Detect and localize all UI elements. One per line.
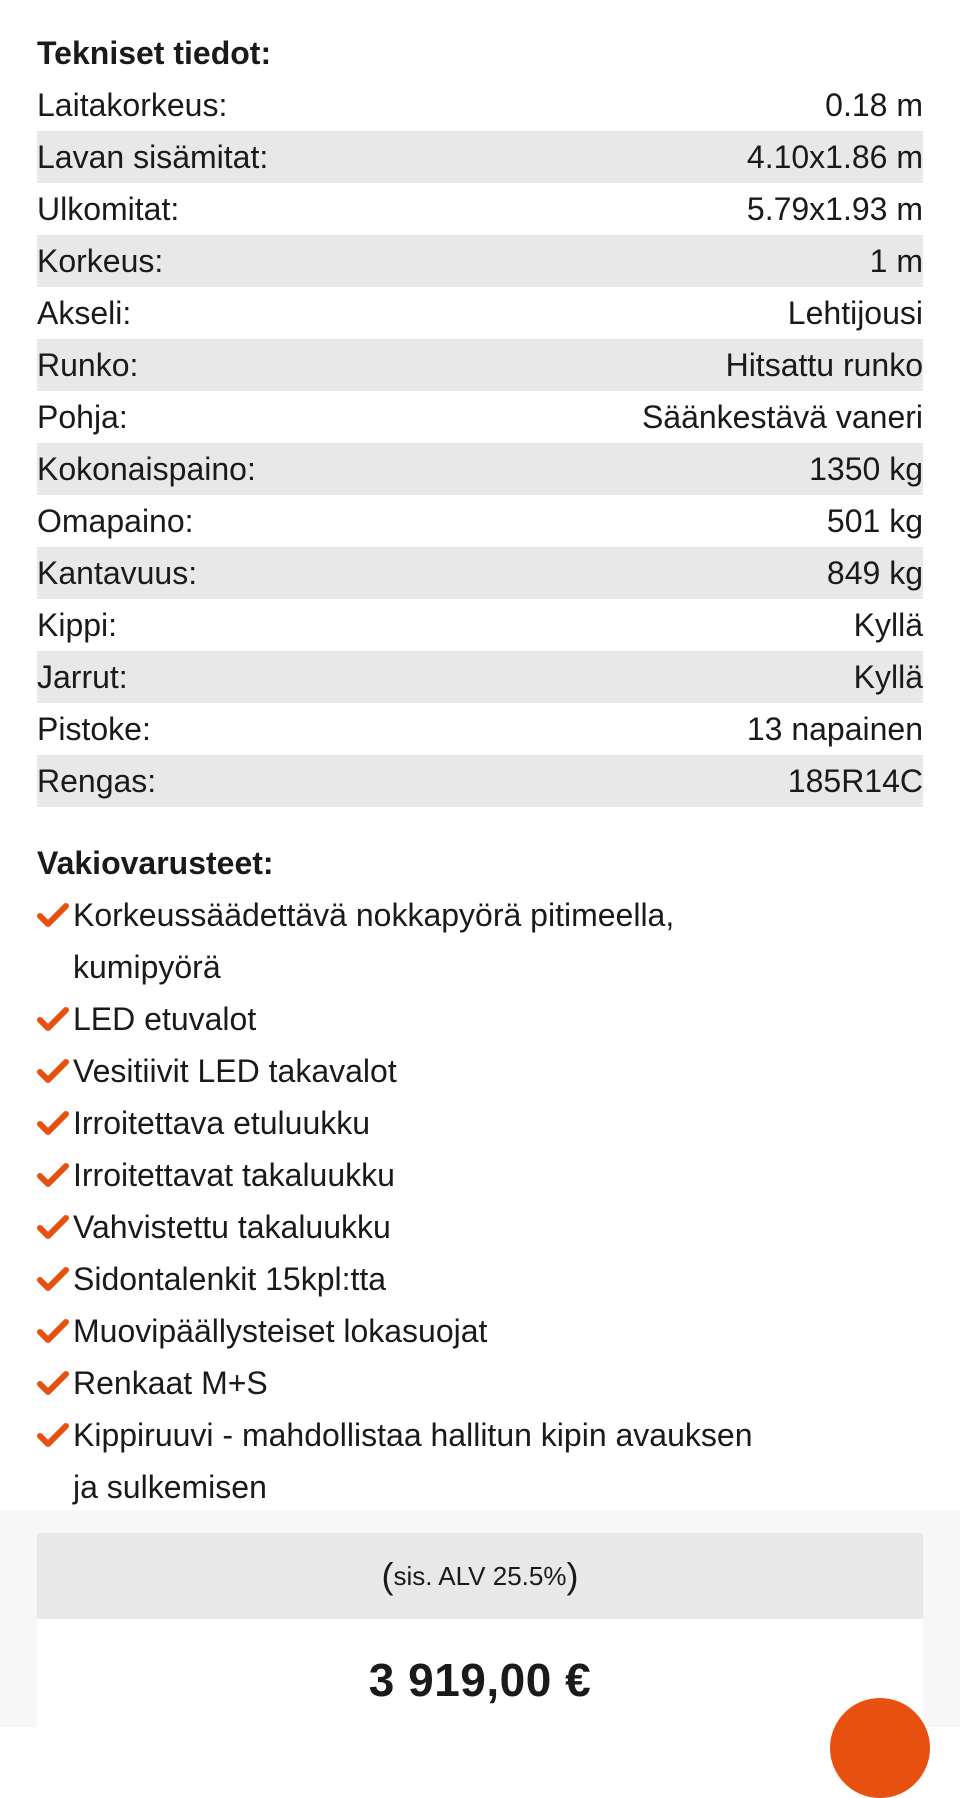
spec-row [37, 183, 923, 235]
spec-value: 1350 kg [809, 450, 923, 487]
spec-row [37, 287, 923, 339]
check-icon [37, 1045, 73, 1097]
spec-row [37, 79, 923, 131]
spec-label: Rengas: [37, 762, 157, 799]
equipment-item [37, 1409, 923, 1513]
spec-value: 0.18 m [825, 86, 923, 123]
price-box [37, 1619, 923, 1727]
equipment-item-text: Vesitiivit LED takavalot [73, 1053, 397, 1089]
floating-action-button[interactable] [830, 1698, 930, 1798]
spec-label: Laitakorkeus: [37, 86, 228, 123]
spec-label: Kippi: [37, 606, 118, 643]
spec-row [37, 495, 923, 547]
check-icon [37, 1201, 73, 1253]
equipment-item-text: Kippiruuvi - mahdollistaa hallitun kipin avauksen ja sulkemisen [73, 1417, 753, 1505]
spec-value: 13 napainen [746, 710, 923, 747]
spec-row [37, 339, 923, 391]
equipment-item [37, 993, 923, 1045]
vat-paren-open: ( [381, 1555, 394, 1596]
spec-row [37, 703, 923, 755]
equipment-item [37, 1357, 923, 1409]
equipment-item-text: Korkeussäädettävä nokkapyörä pitimeella, kumipyörä [73, 897, 675, 985]
spec-value: 1 m [869, 242, 923, 279]
spec-value: 849 kg [826, 554, 923, 591]
check-icon [37, 1305, 73, 1357]
spec-value: Hitsattu runko [725, 346, 923, 383]
spec-value: Lehtijousi [787, 294, 923, 331]
equipment-item [37, 1097, 923, 1149]
spec-label: Pohja: [37, 398, 128, 435]
equipment-item-text: Renkaat M+S [73, 1365, 268, 1401]
equipment-item-text: Sidontalenkit 15kpl:tta [73, 1261, 387, 1297]
equipment-item-text: Muovipäällysteiset lokasuojat [73, 1313, 488, 1349]
vat-text: sis. ALV 25.5% [393, 1560, 567, 1591]
spec-label: Korkeus: [37, 242, 164, 279]
vat-note [37, 1533, 923, 1619]
spec-row [37, 235, 923, 287]
spec-label: Pistoke: [37, 710, 151, 747]
check-icon [37, 1253, 73, 1305]
spec-row [37, 547, 923, 599]
spec-value: 501 kg [826, 502, 923, 539]
check-icon [37, 993, 73, 1045]
spec-value: 185R14C [787, 762, 923, 799]
equipment-list [37, 889, 923, 1513]
spec-label: Runko: [37, 346, 139, 383]
spec-label: Akseli: [37, 294, 132, 331]
equipment-item [37, 889, 923, 993]
price: 3 919,00 € [368, 1654, 592, 1706]
spec-label: Ulkomitat: [37, 190, 180, 227]
spec-row [37, 131, 923, 183]
spec-value: Kyllä [853, 658, 923, 695]
equipment-item-text: Irroitettavat takaluukku [73, 1157, 395, 1193]
spec-row [37, 651, 923, 703]
equipment-title: Vakiovarusteet: [37, 845, 274, 881]
equipment-item [37, 1201, 923, 1253]
equipment-item-text: Vahvistettu takaluukku [73, 1209, 391, 1245]
spec-row [37, 599, 923, 651]
check-icon [37, 1409, 73, 1461]
spec-label: Lavan sisämitat: [37, 138, 269, 175]
equipment-item [37, 1149, 923, 1201]
specs-table [37, 79, 923, 807]
spec-label: Jarrut: [37, 658, 128, 695]
check-icon [37, 889, 73, 941]
spec-label: Omapaino: [37, 502, 194, 539]
equipment-item [37, 1253, 923, 1305]
spec-value: Kyllä [853, 606, 923, 643]
price-section [0, 1510, 960, 1727]
product-details [37, 0, 923, 1513]
equipment-item-text: Irroitettava etuluukku [73, 1105, 371, 1141]
spec-row [37, 443, 923, 495]
spec-label: Kokonaispaino: [37, 450, 256, 487]
check-icon [37, 1357, 73, 1409]
check-icon [37, 1097, 73, 1149]
check-icon [37, 1149, 73, 1201]
spec-label: Kantavuus: [37, 554, 198, 591]
spec-row [37, 755, 923, 807]
specs-title: Tekniset tiedot: [37, 35, 272, 71]
spec-row [37, 391, 923, 443]
spec-value: 4.10x1.86 m [746, 138, 923, 175]
equipment-item [37, 1045, 923, 1097]
vat-paren-close: ) [566, 1555, 579, 1596]
equipment-item [37, 1305, 923, 1357]
spec-value: 5.79x1.93 m [746, 190, 923, 227]
equipment-item-text: LED etuvalot [73, 1001, 257, 1037]
spec-value: Säänkestävä vaneri [641, 398, 923, 435]
